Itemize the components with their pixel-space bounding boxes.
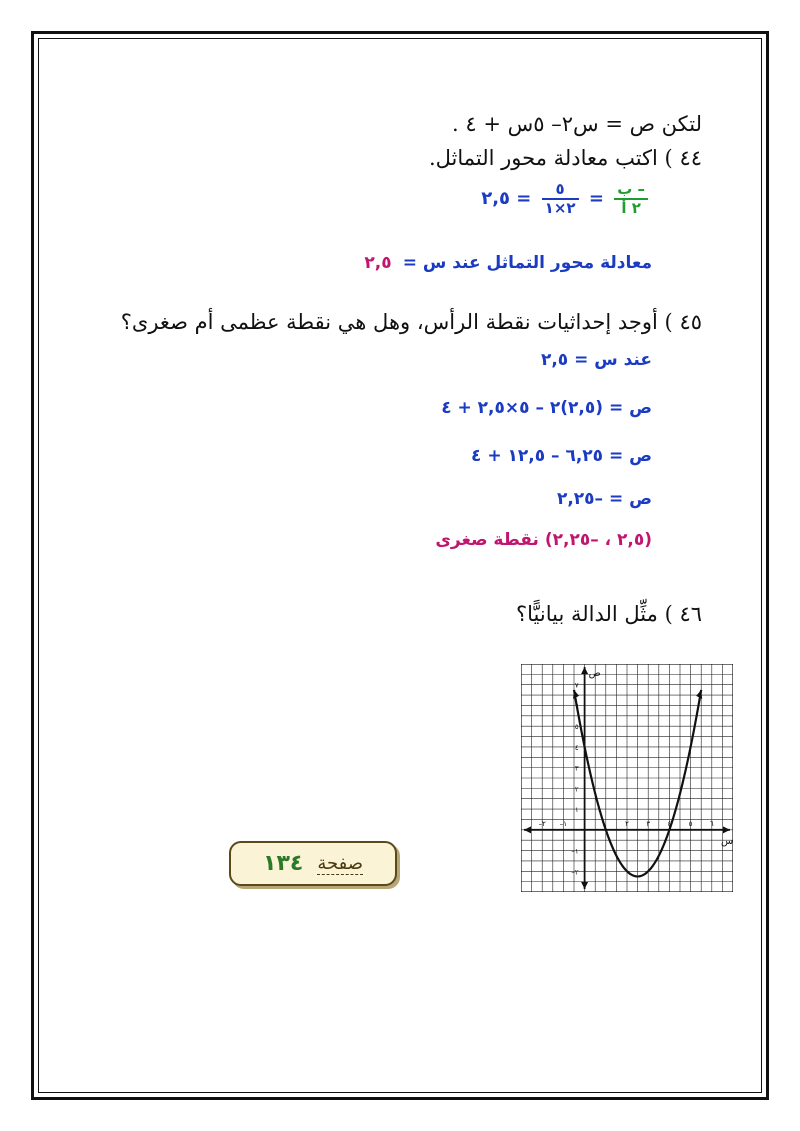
parabola-graph: [521, 664, 733, 892]
fraction-minus-b-over-2a: $\frac{\text{– ب}}{\text{٢ أ}}$: [614, 181, 648, 217]
y-axis-arrow-down: [581, 882, 588, 889]
x-tick-label: ٦: [709, 819, 714, 828]
page-number-badge: [229, 841, 397, 886]
equals-sign: =: [588, 188, 604, 209]
y-tick-label: ٢: [574, 785, 579, 794]
question-45: ٤٥ ) أوجد إحداثيات نقطة الرأس، وهل هي نقطة عظمى أم صغرى؟: [120, 310, 702, 334]
x-tick-label: ٢: [625, 819, 629, 828]
y-tick-label: –٢: [571, 868, 579, 877]
y-tick-label: ٦: [574, 702, 579, 711]
page-number: ١٣٤: [263, 851, 304, 876]
vertex-answer: (٢,٥ ، –٢,٢٥) نقطة صغرى: [435, 530, 652, 550]
y-axis-label: ص: [588, 668, 601, 679]
vertex-step-1: ص = (٢,٥)٢ – ٥×٢,٥ + ٤: [441, 398, 652, 418]
page-frame-inner: [38, 38, 762, 1093]
x-tick-label: –١: [559, 819, 568, 828]
vertex-step-3: ص = –٢,٢٥: [556, 489, 652, 509]
x-axis-arrow-right: [723, 826, 730, 833]
x-axis-arrow-left: [524, 826, 531, 833]
axis-answer-label: معادلة محور التماثل عند س =: [402, 253, 652, 273]
x-tick-label: ٠: [582, 819, 587, 828]
question-46: ٤٦ ) مثِّل الدالة بيانيًّا؟: [516, 602, 702, 626]
x-tick-label: ٥: [688, 819, 693, 828]
at-x-value: عند س = ٢,٥: [540, 350, 652, 370]
problem-statement: لتكن ص = س٢– ٥س + ٤ .: [452, 112, 702, 136]
axis-result: = ٢,٥: [481, 188, 532, 209]
y-axis-arrow-up: [581, 667, 588, 674]
x-tick-label: ٤: [667, 819, 672, 828]
x-axis-label: س: [721, 835, 733, 847]
question-44: ٤٤ ) اكتب معادلة محور التماثل.: [428, 146, 702, 170]
x-tick-label: –٢: [538, 819, 546, 828]
axis-answer-value: ٢,٥: [364, 253, 392, 273]
axis-answer: [364, 253, 652, 273]
y-tick-label: ١: [574, 806, 579, 815]
graph-tick-labels: [539, 682, 714, 877]
vertex-step-2: ص = ٦,٢٥ – ١٢,٥ + ٤: [471, 446, 652, 466]
x-tick-label: ٣: [646, 819, 651, 828]
y-tick-label: ٥: [574, 723, 579, 732]
axis-formula: [481, 181, 652, 217]
y-tick-label: ٤: [574, 743, 579, 752]
y-tick-label: ٣: [574, 764, 579, 773]
y-tick-label: –١: [571, 847, 579, 856]
y-tick-label: ٧: [574, 681, 579, 690]
fraction-5-over-2x1: $\frac{٥}{٢\times ١}$: [542, 181, 579, 217]
page-label: صفحة: [317, 852, 363, 874]
